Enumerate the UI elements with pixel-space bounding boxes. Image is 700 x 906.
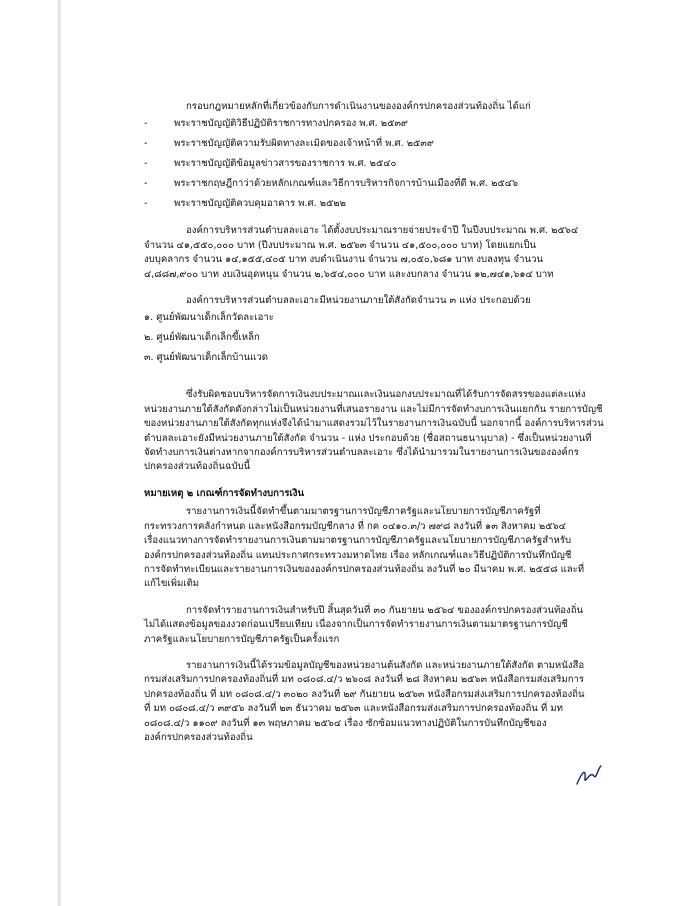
list-item: - พระราชบัญญัติข้อมูลข่าวสารของราชการ พ.ศ. ๒๕๔๐ [144, 158, 397, 170]
list-item: ๒. ศูนย์พัฒนาเด็กเล็กขี้เหล็ก [144, 332, 260, 344]
note2-heading: หมายเหตุ ๒ เกณฑ์การจัดทำงบการเงิน [144, 487, 305, 499]
budget-paragraph: องค์การบริหารส่วนตำบลละเอาะ ได้ตั้งงบประมาณรายจ่ายประจำปี ในปีงบประมาณ พ.ศ. ๒๕๖๔ จำนวน ๔๑,๕๕๐,๐๐๐ บาท (ปีงบประมาณ พ.ศ. ๒๕๖๓ จำนวน ๔๑,๕๐๐,๐๐๐ บาท) โดยแยกเป็น งบบุคลากร จำนวน ๑๔,๑๕๕,๔๐๕ บาท งบดำเนินงาน จำนวน ๗,๐๕๐,๖๘๑ บาท งบลงทุน จำนวน ๔,๘๘๗,๙๐๐ บาท งบเงินอุดหนุน จำนวน ๒,๖๕๔,๐๐๐ บาท และงบกลาง จำนวน ๑๒,๗๔๑,๖๑๔ บาท [144, 225, 579, 280]
page-edge-shadow [58, 0, 62, 906]
note2-paragraph-3: รายงานการเงินนี้ได้รวมข้อมูลบัญชีของหน่วยงานต้นสังกัด และหน่วยงานภายใต้สังกัด ตามหนังสือ กรมส่งเสริมการปกครองท้องถิ่นที่ มท ๐๘๐๘.๔/ว ๒๖๐๘ ลงวันที่ ๒๘ สิงหาคม ๒๕๖๓ หนังสือกรมส่งเสริมการ ปกครองท้องถิ่น ที่ มท ๐๘๐๘.๔/ว ๓๐๒๐ ลงวันที่ ๒๙ กันยายน ๒๕๖๓ หนังสือกรมส่งเสริมการปกครองท้องถิ่น ที่ มท ๐๘๐๘.๔/ว ๓๙๕๖ ลงวันที่ ๒๓ ธันวาคม ๒๕๖๓ และหนังสือกรมส่งเสริมการปกครองท้องถิ่น ที่ มท ๐๘๐๘.๔/ว ๑๑๐๙ ลงวันที่ ๑๓ พฤษภาคม ๒๕๖๔ เรื่อง ซักซ้อมแนวทางปฏิบัติในการบันทึกบัญชีของ องค์กรปกครองส่วนท้องถิ่น [144, 659, 585, 743]
note2-paragraph-1: รายงานการเงินนี้จัดทำขึ้นตามมาตรฐานการบัญชีภาครัฐและนโยบายการบัญชีภาครัฐที่ กระทรวงการคลังกำหนด และหนังสือกรมบัญชีกลาง ที่ กค ๐๔๑๐.๓/ว ๗๙๘ ลงวันที่ ๑๓ สิงหาคม ๒๕๖๔ เรื่องแนวทางการจัดทำรายงานการเงินตามมาตรฐานการบัญชีภาครัฐและนโยบายการบัญชีภาครัฐสำหรับ องค์กรปกครองส่วนท้องถิ่น แทนประกาศกระทรวงมหาดไทย เรื่อง หลักเกณฑ์และวิธีปฏิบัติการบันทึกบัญชี การจัดทำทะเบียนและรายงานการเงินขององค์กรปกครองส่วนท้องถิ่น ลงวันที่ ๒๐ มีนาคม พ.ศ. ๒๕๕๘ และที่ แก้ไขเพิ่มเติม [144, 506, 585, 590]
signature-mark [574, 762, 604, 790]
list-item: - พระราชกฤษฎีกาว่าด้วยหลักเกณฑ์และวิธีการบริหารกิจการบ้านเมืองที่ดี พ.ศ. ๒๕๔๖ [144, 178, 519, 190]
legal-framework-intro: กรอบกฎหมายหลักที่เกี่ยวข้องกับการดำเนินงานขององค์กรปกครองส่วนท้องถิ่น ได้แก่ [186, 101, 531, 112]
list-item: - พระราชบัญญัติวิธีปฏิบัติราชการทางปกครอง พ.ศ. ๒๕๓๙ [144, 118, 408, 130]
list-item: - พระราชบัญญัติความรับผิดทางละเมิดของเจ้าหน้าที่ พ.ศ. ๒๕๓๙ [144, 138, 434, 150]
units-intro: องค์การบริหารส่วนตำบลละเอาะมีหน่วยงานภายใต้สังกัดจำนวน ๓ แห่ง ประกอบด้วย [186, 295, 531, 307]
list-item: ๑. ศูนย์พัฒนาเด็กเล็กวัดละเอาะ [144, 312, 274, 324]
responsibility-paragraph: ซึ่งรับผิดชอบบริหารจัดการเงินงบประมาณและเงินนอกงบประมาณที่ได้รับการจัดสรรของแต่ละแห่ง หน่วยงานภายใต้สังกัดดังกล่าวไม่เป็นหน่วยงานที่เสนอรายงาน และไม่มีการจัดทำงบการเงินแยกกัน รายการบัญชี ของหน่วยงานภายใต้สังกัดทุกแห่งจึงได้นำมาแสดงรวมไว้ในรายงานการเงินฉบับนี้ นอกจากนี้ องค์การบริหารส่วน ตำบลละเอาะยังมีหน่วยงานภายใต้สังกัด จำนวน - แห่ง ประกอบด้วย (ชื่อสถานธนานุบาล) - ซึ่งเป็นหน่วยงานที่ จัดทำงบการเงินต่างหากจากองค์การบริหารส่วนตำบลละเอาะ ซึ่งได้นำมารวมในรายงานการเงินขององค์กร ปกครองส่วนท้องถิ่นฉบับนี้ [144, 389, 604, 473]
list-item: - พระราชบัญญัติควบคุมอาคาร พ.ศ. ๒๕๒๒ [144, 198, 346, 210]
units-list [144, 308, 644, 368]
legal-framework-list [144, 114, 644, 214]
list-item: ๓. ศูนย์พัฒนาเด็กเล็กบ้านแวด [144, 352, 268, 364]
note2-paragraph-2: การจัดทำรายงานการเงินสำหรับปี สิ้นสุดวันที่ ๓๐ กันยายน ๒๕๖๔ ขององค์กรปกครองส่วนท้องถิ่น ไม่ได้แสดงข้อมูลของงวดก่อนเปรียบเทียบ เนื่องจากเป็นการจัดทำรายงานการเงินตามมาตรฐานการบัญชี ภาครัฐและนโยบายการบัญชีภาครัฐเป็นครั้งแรก [144, 604, 584, 645]
document-body [144, 100, 644, 757]
